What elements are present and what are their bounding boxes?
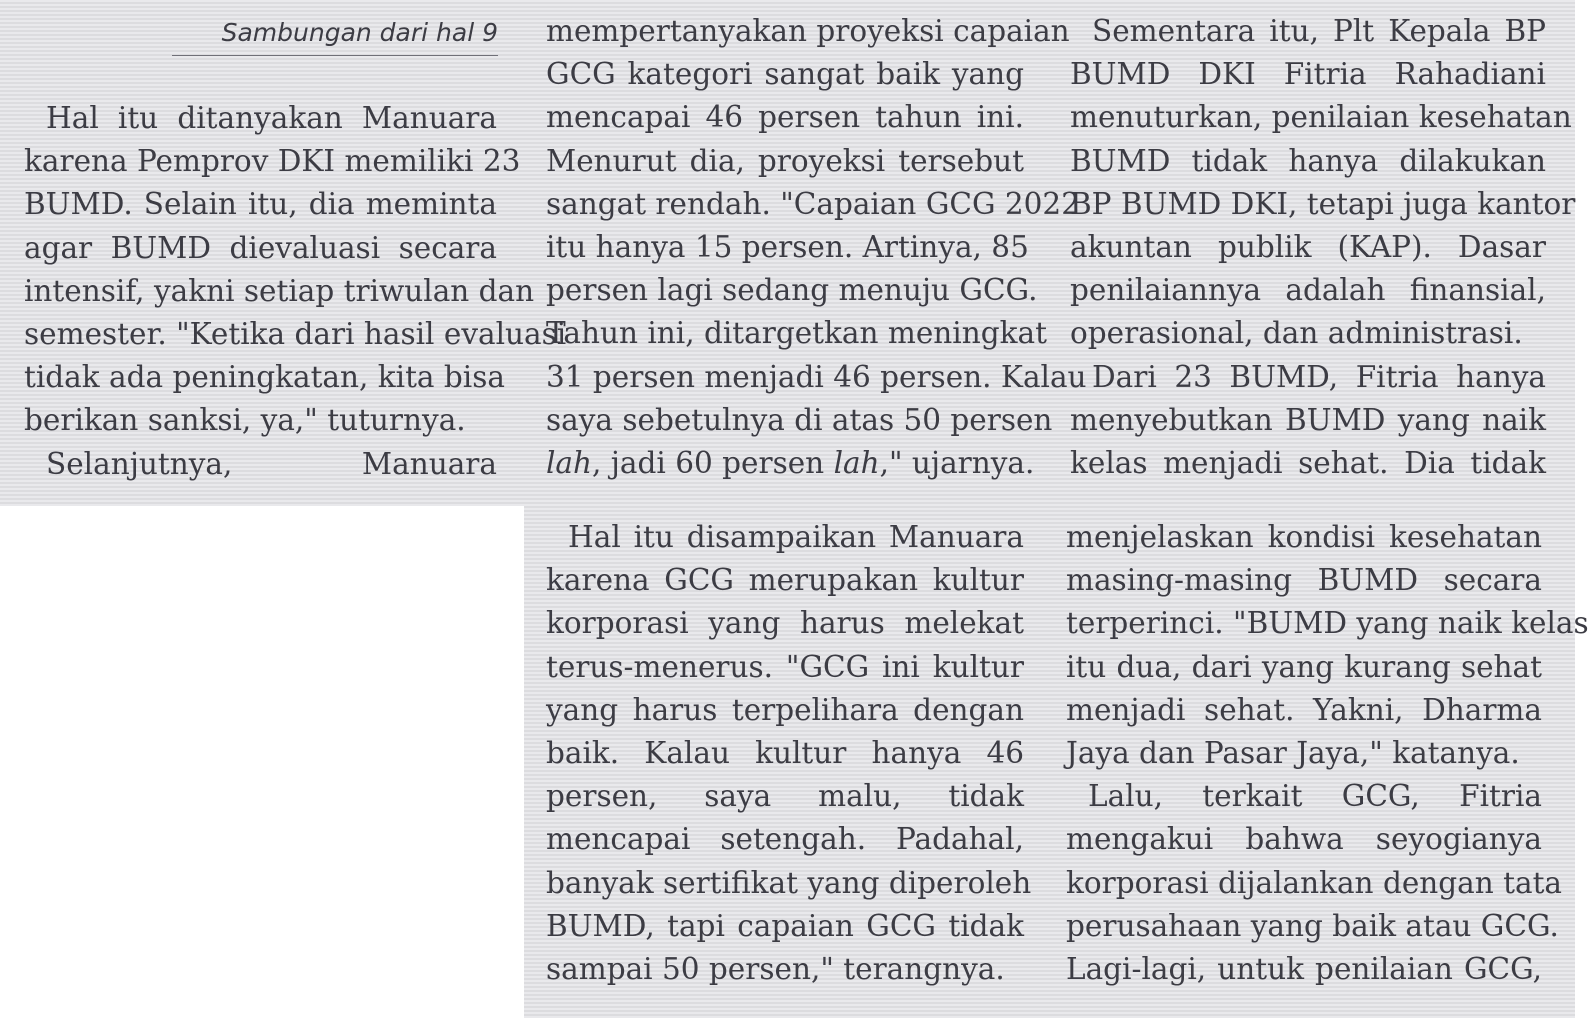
text-line: terperinci. "BUMD yang naik kelas — [1066, 606, 1589, 641]
text-column-3 — [1070, 10, 1576, 485]
text-line: BUMD DKI Fitria Rahadiani — [1070, 57, 1546, 92]
text-line: banyak sertifikat yang diperoleh — [546, 865, 1032, 900]
article-clipping-top — [0, 0, 1575, 506]
text-line: menyebutkan BUMD yang naik — [1070, 402, 1546, 437]
text-line: BP BUMD DKI, tetapi juga kantor — [1070, 186, 1576, 221]
text-line: korporasi yang harus melekat — [546, 606, 1024, 641]
text-segment: , jadi 60 persen — [592, 445, 834, 480]
text-line: berikan sanksi, ya," tuturnya. — [24, 403, 466, 438]
text-line: itu hanya 15 persen. Artinya, 85 — [546, 229, 1029, 264]
article-clipping-bottom — [524, 506, 1589, 1018]
text-line: korporasi dijalankan dengan tata — [1066, 865, 1563, 900]
text-line: intensif, yakni setiap triwulan dan — [24, 273, 535, 308]
text-line: Lalu, terkait GCG, Fitria — [1088, 779, 1542, 814]
text-line: yang harus terpelihara dengan — [546, 692, 1024, 727]
text-line: Menurut dia, proyeksi tersebut — [546, 143, 1024, 178]
text-line: mencapai setengah. Padahal, — [546, 822, 1024, 857]
text-line: 31 persen menjadi 46 persen. Kalau — [546, 359, 1087, 394]
text-line: penilaiannya adalah finansial, — [1070, 273, 1546, 308]
text-column-2 — [546, 10, 1087, 485]
text-line: saya sebetulnya di atas 50 persen — [546, 402, 1053, 437]
text-line: kelas menjadi sehat. Dia tidak — [1070, 445, 1546, 480]
text-line: baik. Kalau kultur hanya 46 — [546, 735, 1024, 770]
text-line: terus-menerus. "GCG ini kultur — [546, 649, 1024, 684]
text-line: karena GCG merupakan kultur — [546, 563, 1024, 598]
text-line: operasional, dan administrasi. — [1070, 316, 1523, 351]
text-line: tidak ada peningkatan, kita bisa — [24, 360, 505, 395]
text-line: karena Pemprov DKI memiliki 23 — [24, 144, 521, 179]
text-line: Hal itu ditanyakan Manuara — [46, 101, 497, 135]
text-line: semester. "Ketika dari hasil evaluasi — [24, 316, 567, 351]
text-line: perusahaan yang baik atau GCG. — [1066, 908, 1559, 943]
text-line: mencapai 46 persen tahun ini. — [546, 100, 1024, 135]
text-line: sampai 50 persen," terangnya. — [546, 951, 1005, 986]
text-line: persen lagi sedang menuju GCG. — [546, 273, 1038, 308]
text-line: masing-masing BUMD secara — [1066, 563, 1542, 598]
text-line: sangat rendah. "Capaian GCG 2022 — [546, 186, 1080, 221]
text-column-5 — [1066, 516, 1589, 991]
text-line: menuturkan, penilaian kesehatan — [1070, 100, 1572, 135]
text-line: Lagi-lagi, untuk penilaian GCG, — [1066, 951, 1542, 986]
text-line: Jaya dan Pasar Jaya," katanya. — [1066, 735, 1520, 770]
text-line: Selanjutnya, Manuara — [46, 446, 497, 481]
text-line: BUMD tidak hanya dilakukan — [1070, 143, 1546, 178]
text-line: Sementara itu, Plt Kepala BP — [1092, 14, 1546, 48]
italic-particle: lah — [546, 445, 593, 480]
text-line: Hal itu disampaikan Manuara — [568, 520, 1024, 554]
kicker-rule — [172, 55, 498, 56]
text-line: menjelaskan kondisi kesehatan — [1066, 520, 1542, 554]
text-line: BUMD, tapi capaian GCG tidak — [546, 908, 1024, 943]
text-line: mengakui bahwa seyogianya — [1066, 822, 1542, 857]
text-line: agar BUMD dievaluasi secara — [24, 230, 497, 265]
italic-particle: lah — [833, 445, 880, 480]
text-line: GCG kategori sangat baik yang — [546, 57, 1024, 92]
text-line: mempertanyakan proyeksi capaian — [546, 14, 1070, 48]
continuation-kicker: Sambungan dari hal 9 — [221, 18, 498, 47]
text-line: itu dua, dari yang kurang sehat — [1066, 649, 1542, 684]
text-line — [546, 442, 1035, 485]
text-line: persen, saya malu, tidak — [546, 779, 1024, 814]
text-column-1 — [24, 97, 567, 486]
text-line: akuntan publik (KAP). Dasar — [1070, 229, 1546, 264]
text-segment: ," ujarnya. — [879, 445, 1035, 480]
text-line: menjadi sehat. Yakni, Dharma — [1066, 692, 1542, 727]
text-line: BUMD. Selain itu, dia meminta — [24, 187, 497, 222]
text-column-4 — [546, 516, 1032, 991]
text-line: Dari 23 BUMD, Fitria hanya — [1092, 359, 1546, 394]
text-line: Tahun ini, ditargetkan meningkat — [546, 316, 1047, 351]
